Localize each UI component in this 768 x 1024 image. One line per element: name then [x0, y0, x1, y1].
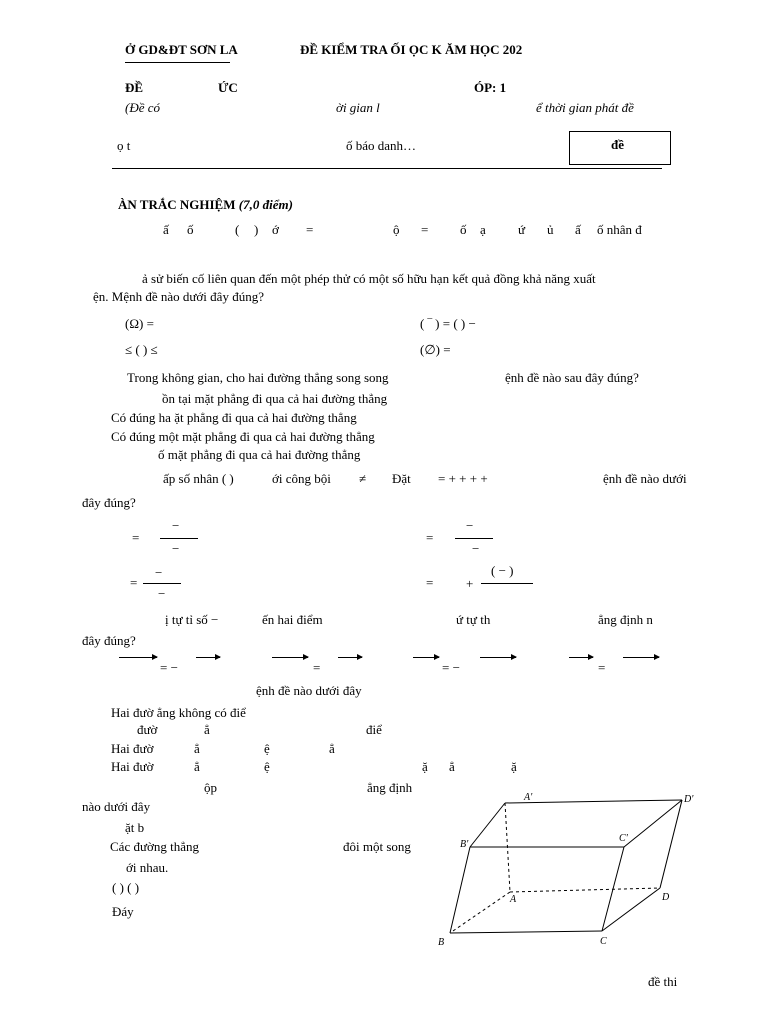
q3-option-a: ồn tại mặt phẳng đi qua cả hai đường thẳng — [162, 391, 388, 406]
q1-token: = — [306, 222, 314, 237]
vertex-label-d-prime: D' — [684, 794, 694, 805]
q6-option-c-4: ẳ — [329, 741, 335, 756]
q5-option-b-eq: = — [313, 660, 321, 675]
q6-option-d-2: ẳ — [194, 759, 200, 774]
q6-option-b-2: ẳ — [204, 722, 210, 737]
q4-option-a-den: − — [172, 541, 180, 556]
exam-code: ÓP: 1 — [474, 80, 507, 95]
q1-token: ố nhân đ — [597, 222, 642, 237]
section-title: ÀN TRẮC NGHIỆM (7,0 điểm) — [118, 197, 293, 212]
q7-stem-b: ẳng định — [367, 780, 413, 795]
vertex-label-b-prime: B' — [460, 839, 469, 850]
q4-option-c-den: − — [158, 586, 166, 601]
q4-option-d-fraction-bar — [481, 583, 533, 584]
q4-stem-line2: đây đúng? — [82, 495, 136, 510]
q5-option-d-vector-arrow — [569, 657, 593, 658]
edge — [450, 931, 602, 933]
q2-option-d: (∅) = — [420, 342, 451, 357]
q4-option-c-fraction-bar — [143, 583, 181, 584]
q4-option-a-eq: = — [132, 530, 140, 545]
q4-option-d-plus: + — [466, 576, 474, 591]
duration-note: ời gian l — [336, 100, 380, 115]
vertex-label-d: D — [662, 892, 670, 903]
q1-token: ố — [460, 222, 467, 237]
q6-option-b-3: điể — [366, 722, 382, 737]
q1-token: ấ — [575, 222, 581, 237]
q5-option-a-eq: = − — [160, 660, 178, 675]
q5-option-d-vector-arrow — [623, 657, 659, 658]
q4-stem-a: ấp số nhân ( ) — [163, 471, 234, 486]
q2-option-a: (Ω) = — [125, 316, 154, 331]
q7-option-d: Đáy — [112, 904, 134, 919]
q4-neq: ≠ — [359, 471, 367, 486]
header-divider — [112, 168, 662, 169]
de-label: ĐỀ — [125, 80, 144, 95]
edge — [470, 803, 505, 847]
q6-option-c-1: Hai đườ — [111, 741, 154, 756]
q7-stem-line2: nào dưới đây — [82, 799, 151, 814]
q1-token: ) — [254, 222, 259, 237]
q4-option-a-num: − — [172, 518, 180, 533]
q6-option-d-6: ặ — [511, 759, 517, 774]
q7-option-b: Các đường thẳng — [110, 839, 200, 854]
q6-option-d-4: ặ — [422, 759, 428, 774]
page-footer: đề thi — [648, 974, 678, 989]
q1-token: ủ — [547, 222, 554, 237]
q1-token: ố — [187, 222, 194, 237]
q7-option-c: ( ) ( ) — [112, 880, 140, 895]
q1-token: ạ — [480, 222, 486, 237]
q5-stem-c: ứ tự th — [456, 612, 491, 627]
q4-stem-tail: ệnh đề nào dưới — [603, 471, 687, 486]
q2-stem-line2: ện. Mệnh đề nào dưới đây đúng? — [93, 289, 264, 304]
vertex-label-c-prime: C' — [619, 833, 628, 844]
q1-token: ộ — [393, 222, 400, 237]
q3-option-c: Có đúng một mặt phẳng đi qua cả hai đường thẳng — [111, 429, 375, 444]
q5-option-c-vector-arrow — [480, 657, 516, 658]
q2-option-c: ≤ ( ) ≤ — [125, 342, 158, 357]
q3-stem-tail: ệnh đề nào sau đây đúng? — [505, 370, 639, 385]
edge — [660, 800, 682, 888]
q3-option-d: ố mặt phẳng đi qua cả hai đường thẳng — [158, 447, 361, 462]
q7-option-a: ặt b — [125, 820, 145, 835]
exam-title: ĐỀ KIỂM TRA ỐI ỌC K ĂM HỌC 202 — [300, 42, 523, 57]
hidden-edge — [450, 892, 510, 933]
q4-option-c-eq: = — [130, 575, 138, 590]
q5-option-c-eq: = − — [442, 660, 460, 675]
q5-option-d-eq: = — [598, 660, 606, 675]
exam-code-box-label: đề — [611, 137, 624, 152]
edge — [450, 847, 470, 933]
q5-option-a-vector-arrow — [119, 657, 157, 658]
q6-option-d-3: ệ — [264, 759, 270, 774]
q4-sum: = + + + + — [438, 471, 488, 486]
q6-stem: ệnh đề nào dưới đây — [256, 683, 362, 698]
q1-token: ớ — [272, 222, 279, 237]
uc-label: ỨC — [218, 80, 238, 95]
q4-dat: Đặt — [392, 471, 411, 486]
q6-option-a: Hai đườ ẳng không có điể — [111, 705, 246, 720]
parallelepiped-figure — [430, 785, 710, 955]
student-name-field: ọ t — [117, 138, 131, 153]
q2-stem-line1: ả sử biến cố liên quan đến một phép thử có một số hữu hạn kết quả đồng khả năng xuất — [142, 271, 596, 286]
q5-stem-b: ến hai điểm — [262, 612, 323, 627]
q7-option-b-line2: ới nhau. — [126, 860, 169, 875]
q6-option-d-5: ẳ — [449, 759, 455, 774]
q5-stem-line2: đây đúng? — [82, 633, 136, 648]
candidate-number-field: ố báo danh… — [346, 138, 417, 153]
q1-token: ứ — [518, 222, 526, 237]
q4-option-d-eq: = — [426, 575, 434, 590]
q3-stem: Trong không gian, cho hai đường thẳng song song — [127, 370, 389, 385]
q4-option-b-num: − — [466, 518, 474, 533]
q6-option-b-1: đườ — [137, 722, 158, 737]
q4-option-b-eq: = — [426, 530, 434, 545]
q7-stem-a: ộp — [204, 780, 217, 795]
q6-option-c-3: ệ — [264, 741, 270, 756]
hidden-edge — [510, 888, 660, 892]
page-count-note: (Đề có — [125, 100, 161, 115]
q5-option-b-vector-arrow — [272, 657, 308, 658]
q2-option-b: ( ‾ ) = ( ) − — [420, 316, 476, 331]
q5-option-b-vector-arrow — [338, 657, 362, 658]
time-excluded-note: ể thời gian phát đề — [536, 100, 634, 115]
q4-option-c-num: − — [155, 565, 163, 580]
vertex-label-a: A — [510, 894, 517, 905]
vertex-label-b: B — [438, 937, 445, 948]
q1-token: = — [421, 222, 429, 237]
vertex-label-c: C — [600, 936, 607, 947]
vertex-label-a-prime: A' — [524, 792, 533, 803]
edge — [602, 888, 660, 931]
edge — [624, 800, 682, 847]
q1-token: ấ — [163, 222, 169, 237]
q4-option-a-fraction-bar — [160, 538, 198, 539]
q7-option-b-tail: đôi một song — [343, 839, 411, 854]
q6-option-d-1: Hai đườ — [111, 759, 154, 774]
q4-option-d-num: ( − ) — [491, 563, 514, 578]
q5-stem-a: ị tự tỉ số − — [165, 612, 219, 627]
department-name: Ở GD&ĐT SƠN LA — [125, 42, 238, 57]
q4-stem-b: ới công bội — [272, 471, 331, 486]
q6-option-c-2: ẳ — [194, 741, 200, 756]
q1-token: ( — [235, 222, 240, 237]
q5-stem-d: ẳng định n — [598, 612, 653, 627]
q4-option-b-den: − — [472, 541, 480, 556]
q5-option-a-vector-arrow — [196, 657, 220, 658]
q4-option-b-fraction-bar — [455, 538, 493, 539]
department-underline — [125, 62, 230, 63]
q3-option-b: Có đúng ha ặt phẳng đi qua cả hai đường thẳng — [111, 410, 357, 425]
q5-option-c-vector-arrow — [413, 657, 439, 658]
